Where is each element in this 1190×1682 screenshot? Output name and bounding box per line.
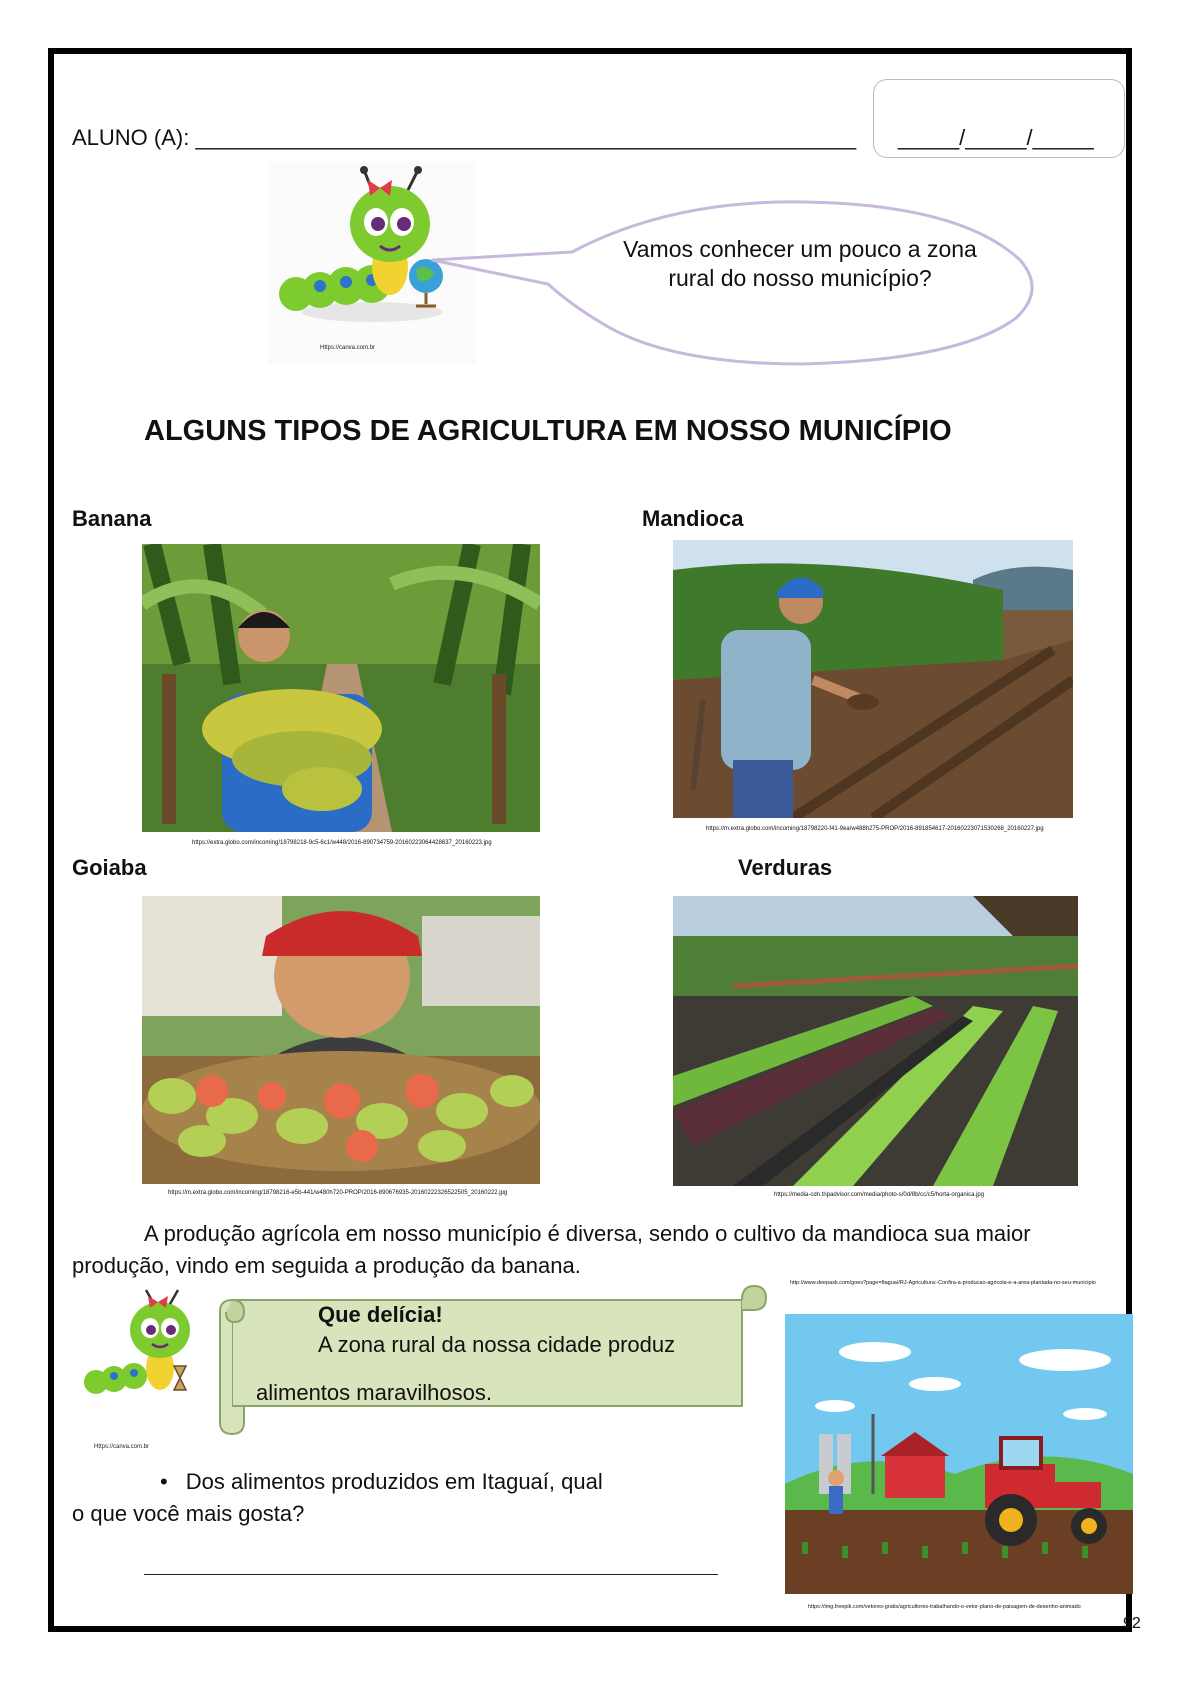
body-paragraph	[72, 1218, 1122, 1282]
student-name-line: ALUNO (A): ______________________________________________________	[72, 125, 857, 150]
scroll-banner-text	[256, 1302, 726, 1406]
farm-tractor-illustration	[785, 1314, 1133, 1594]
crop-label-banana: Banana	[72, 506, 152, 531]
paragraph-text: A produção agrícola em nosso município é diversa, sendo o cultivo da mandioca sua maior produção, vindo em seguida a produção da banana.	[72, 1221, 1031, 1278]
speech-bubble-text: Vamos conhecer um pouco a zona rural do nosso município?	[623, 236, 977, 291]
cassava-photo-source: https://m.extra.globo.com/incoming/18798220-f41-9ea/w488h275-PROP/2016-891854617-20160223071530268_20160227.jpg	[706, 826, 1044, 832]
question-block	[72, 1466, 672, 1530]
vegetable-photo-source: https://media-cdn.tripadvisor.com/media/photo-s/0d/8b/cc/c5/horta-organica.jpg	[774, 1192, 985, 1198]
banana-photo-source: https://extra.globo.com/incoming/18798218-9c5-6c1/w448/2016-890734759-20160223064428637_20160223.jpg	[192, 840, 492, 846]
answer-line[interactable]	[144, 1574, 718, 1575]
farm-chart-source: http://www.deepask.com/goes?page=Itaguaí/RJ-Agricultura:-Confira-a-producao-agricola-e-a-area-plantada-no-seu-municipio	[790, 1280, 1096, 1286]
banana-farmer-photo	[142, 544, 540, 832]
crop-label-mandioca: Mandioca	[642, 506, 744, 531]
page-title: ALGUNS TIPOS DE AGRICULTURA EM NOSSO MUNICÍPIO	[144, 415, 952, 447]
date-field: _____/_____/_____	[898, 125, 1094, 150]
page-number: 92	[1123, 1615, 1141, 1632]
mascot-credit: Https://canva.com.br	[320, 345, 376, 351]
scroll-line-2: alimentos maravilhosos.	[256, 1380, 492, 1405]
mascot2-credit: Https://canva.com.br	[94, 1444, 150, 1450]
crop-label-goiaba: Goiaba	[72, 855, 147, 880]
cassava-farmer-photo	[673, 540, 1073, 818]
crop-label-verduras: Verduras	[738, 855, 833, 880]
vegetable-garden-photo	[673, 896, 1078, 1186]
question-line-1: Dos alimentos produzidos em Itaguaí, qual	[185, 1469, 603, 1494]
question-line-2: o que você mais gosta?	[72, 1501, 305, 1526]
scroll-line-1: A zona rural da nossa cidade produz	[318, 1332, 676, 1357]
bullet: •	[160, 1469, 168, 1494]
caterpillar-mascot-small	[82, 1286, 202, 1414]
scroll-title: Que delícia!	[318, 1302, 443, 1327]
farm-illustration-source: https://img.freepik.com/vetores-gratis/agricultores-trabalhando-o-vetor-plano-de-paisagem-de-desenho-animado	[808, 1604, 1081, 1610]
guava-farmer-photo	[142, 896, 540, 1184]
guava-photo-source: https://m.extra.globo.com/incoming/18798216-e5b-441/w480h720-PROP/2016-890676935-20160222326522505_20160222.jpg	[168, 1190, 508, 1196]
